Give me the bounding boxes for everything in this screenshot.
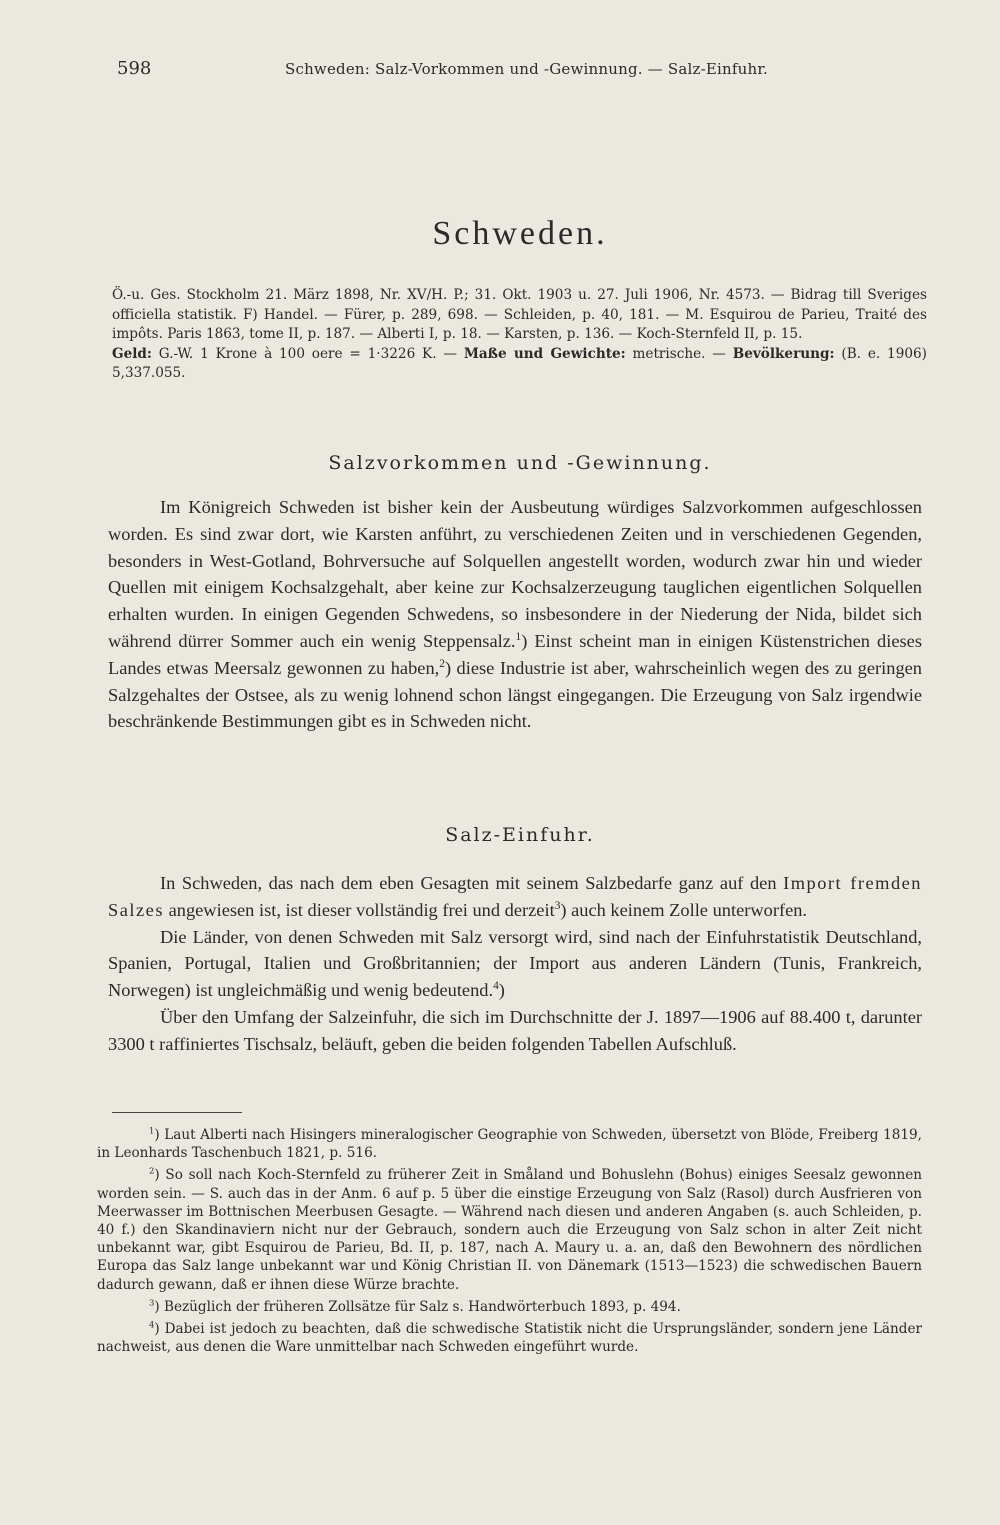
footnote: $^3$) Bezüglich der früheren Zollsätze für Salz s. Handwörterbuch 1893, p. 494. (149, 1297, 681, 1315)
population-text: (B. e. 1906) 5,337.055. (112, 345, 927, 381)
footnote-ref: 3 (554, 899, 561, 912)
page-number: 598 (117, 58, 152, 79)
spaced-emphasis: Import fremden Salzes (108, 873, 923, 920)
section-body-salzvorkommen (108, 494, 922, 735)
measures-label: Maße und Gewichte: (463, 345, 626, 362)
section-heading-salz-einfuhr: Salz-Einfuhr. (445, 824, 595, 846)
sources-text: Ö.-u. Ges. Stockholm 21. März 1898, Nr. XV/H. P.; 31. Okt. 1903 u. 27. Juli 1906, Nr. 4573. — Bidrag till Sveriges officiella statistik. F) Handel. — Fürer, p. 289, 698. — Schleiden, p. 40, 181. — M. Esquirou de Parieu, Traité des impôts. Paris 1863, tome II, p. 187. — Alberti I, p. 18. — Karsten, p. 136. — Koch-Sternfeld II, p. 15. (112, 287, 927, 342)
footnote-text: Bezüglich der früheren Zollsätze für Salz s. Handwörterbuch 1893, p. 494. (163, 1298, 681, 1315)
paragraph-text: auch keinem Zolle unterworfen. (566, 899, 808, 920)
footnote-ref: 2 (439, 657, 445, 670)
paragraph-text: In Schweden, das nach dem eben Gesagten mit seinem Salzbedarfe ganz auf den (160, 873, 777, 893)
footnote-ref: 1 (515, 630, 522, 643)
paragraph-text: Die Länder, von denen Schweden mit Salz versorgt wird, sind nach der Einfuhrstatistik Deutschland, Spanien, Portugal, Italien und Großbritannien; der Import aus anderen Ländern (Tunis, Frankreich, Norwegen) ist ungleichmäßig und wenig bedeutend. (108, 926, 922, 1001)
paragraph: Über den Umfang der Salzeinfuhr, die sich im Durchschnitte der J. 1897—1906 auf 88.400 t, darunter 3300 t raffiniertes Tischsalz, beläuft, geben die beiden folgenden Tabellen Aufschluß. (108, 1006, 922, 1054)
footnote: $^4$) Dabei ist jedoch zu beachten, daß die schwedische Statistik nicht die Ursprungsländer, sondern jene Länder nachweist, aus denen die Ware unmittelbar nach Schweden eingeführt wurde. (97, 1319, 922, 1356)
footnote: $^1$) Laut Alberti nach Hisingers mineralogischer Geographie von Schweden, übersetzt von Blöde, Freiberg 1819, in Leonhards Taschenbuch 1821, p. 516. (97, 1125, 922, 1162)
money-text: G.-W. 1 Krone à 100 oere = 1·3226 K. — (158, 345, 457, 362)
page-title: Schweden. (432, 215, 608, 252)
page-header (117, 58, 890, 82)
footnote-mark: 1 (149, 1125, 155, 1136)
footnotes (97, 1126, 922, 1360)
paragraph-text: Im Königreich Schweden ist bisher kein der Ausbeutung würdiges Salzvorkommen aufgeschlossen worden. Es sind zwar dort, wie Karsten anführt, zu verschiedenen Zeiten und in verschiedenen Gegenden, besonders in West-Gotland, Bohrversuche auf Solquellen angestellt worden, wodurch zwar hin und wieder Quellen mit einigem Kochsalzgehalt, aber keine zur Kochsalzerzeugung tauglichen eigentlichen Solquellen erhalten wurden. In einigen Gegenden Schwedens, so insbesondere in der Niederung der Nida, bildet sich während dürrer Sommer auch ein wenig Steppensalz. (108, 497, 922, 651)
paragraph-text: diese Industrie ist aber, wahrscheinlich wegen des zu geringen Salzgehaltes der Ostsee, als zu wenig lohnend schon längst eingegangen. Die Erzeugung von Salz irgendwie beschränkende Bestimmungen gibt es in Schweden nicht. (108, 657, 922, 732)
footnote-mark: 2 (149, 1165, 155, 1176)
paragraph: In Schweden, das nach dem eben Gesagten mit seinem Salzbedarfe ganz auf den Import fremden Salzes angewiesen ist, ist dieser vollständig frei und derzeit$^3$) auch keinem Zolle unterworfen. (108, 873, 923, 920)
section-heading-salzvorkommen: Salzvorkommen und -Gewinnung. (328, 452, 712, 474)
footnote-text: Laut Alberti nach Hisingers mineralogischer Geographie von Schweden, übersetzt von Blöde, Freiberg 1819, in Leonhards Taschenbuch 1821, p. 516. (97, 1127, 922, 1162)
running-head: Schweden: Salz-Vorkommen und -Gewinnung. — Salz-Einfuhr. (285, 60, 769, 78)
paragraph: Im Königreich Schweden ist bisher kein der Ausbeutung würdiges Salzvorkommen aufgeschlossen worden. Es sind zwar dort, wie Karsten anführt, zu verschiedenen Zeiten und in verschiedenen Gegenden, besonders in West-Gotland, Bohrversuche auf Solquellen angestellt worden, wodurch zwar hin und wieder Quellen mit einigem Kochsalzgehalt, aber keine zur Kochsalzerzeugung tauglichen eigentlichen Solquellen erhalten wurden. In einigen Gegenden Schwedens, so insbesondere in der Niederung der Nida, bildet sich während dürrer Sommer auch ein wenig Steppensalz.$^1$) Einst scheint man in einigen Küstenstrichen dieses Landes etwas Meersalz gewonnen zu haben,$^2$) diese Industrie ist aber, wahrscheinlich wegen des zu geringen Salzgehaltes der Ostsee, als zu wenig lohnend schon längst eingegangen. Die Erzeugung von Salz irgendwie beschränkende Bestimmungen gibt es in Schweden nicht. (108, 497, 922, 732)
paragraph: Die Länder, von denen Schweden mit Salz versorgt wird, sind nach der Einfuhrstatistik Deutschland, Spanien, Portugal, Italien und Großbritannien; der Import aus anderen Ländern (Tunis, Frankreich, Norwegen) ist ungleichmäßig und wenig bedeutend.$^4$) (108, 926, 922, 1001)
population-label: Bevölkerung: (732, 345, 835, 362)
footnote-divider (112, 1112, 242, 1113)
footnote-text: So soll nach Koch-Sternfeld zu früherer Zeit in Småland und Bohuslehn (Bohus) einiges Seesalz gewonnen worden sein. — S. auch das in der Anm. 6 auf p. 5 über die einstige Erzeugung von Salz (Rasol) durch Ausfrieren von Meerwasser im Bottnischen Meerbusen Gesagte. — Während nach diesen und anderen Angaben (s. auch Schleiden, p. 40 f.) den Skandinaviern nicht nur der Gebrauch, sondern auch die Erzeugung von Salz schon in alter Zeit nicht unbekannt war, gibt Esquirou de Parieu, Bd. II, p. 187, nach A. Maury u. a. an, daß den Bewohnern des nördlichen Europa das Salz lange unbekannt war und König Christian II. von Dänemark (1513—1523) die schwedischen Bauern dadurch gewann, daß er ihnen diese Würze brachte. (97, 1167, 923, 1293)
section-body-salz-einfuhr (108, 870, 922, 1058)
facts-line (112, 345, 927, 384)
sources-block (112, 286, 927, 384)
footnote-text: Dabei ist jedoch zu beachten, daß die schwedische Statistik nicht die Ursprungsländer, sondern jene Länder nachweist, aus denen die Ware unmittelbar nach Schweden eingeführt wurde. (97, 1321, 922, 1356)
footnote-mark: 4 (149, 1319, 155, 1330)
money-label: Geld: (112, 345, 152, 362)
paragraph-text: Einst scheint man in einigen Küstenstrichen dieses Landes etwas Meersalz gewonnen zu haben, (108, 630, 922, 678)
footnote-mark: 3 (149, 1297, 155, 1308)
measures-text: metrische. — (632, 345, 726, 362)
footnote-ref: 4 (493, 980, 499, 993)
paragraph-text: angewiesen ist, ist dieser vollständig frei und derzeit (163, 899, 555, 920)
footnote: $^2$) So soll nach Koch-Sternfeld zu früherer Zeit in Småland und Bohuslehn (Bohus) einiges Seesalz gewonnen worden sein. — S. auch das in der Anm. 6 auf p. 5 über die einstige Erzeugung von Salz (Rasol) durch Ausfrieren von Meerwasser im Bottnischen Meerbusen Gesagte. — Während nach diesen und anderen Angaben (s. auch Schleiden, p. 40 f.) den Skandinaviern nicht nur der Gebrauch, sondern auch die Erzeugung von Salz schon in alter Zeit nicht unbekannt war, gibt Esquirou de Parieu, Bd. II, p. 187, nach A. Maury u. a. an, daß den Bewohnern des nördlichen Europa das Salz lange unbekannt war und König Christian II. von Dänemark (1513—1523) die schwedischen Bauern dadurch gewann, daß er ihnen diese Würze brachte. (97, 1165, 923, 1293)
